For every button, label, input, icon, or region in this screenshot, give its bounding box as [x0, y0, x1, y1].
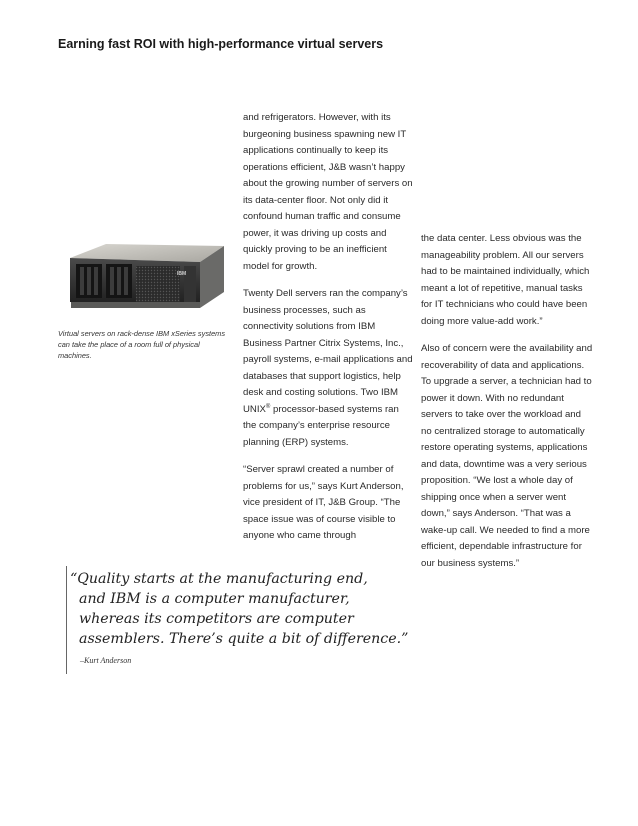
- paragraph: [243, 286, 413, 451]
- pullquote-author: –Kurt Anderson: [80, 656, 132, 665]
- column-right: [421, 231, 593, 572]
- page-title: Earning fast ROI with high-performance virtual servers: [58, 37, 384, 51]
- pullquote-line: whereas its competitors are computer: [79, 611, 354, 627]
- figure-caption: Virtual servers on rack-dense IBM xSeries systems can take the place of a room full of physical machines.: [58, 329, 226, 360]
- pullquote-line: assemblers. There’s quite a bit of difference.”: [79, 631, 409, 647]
- pullquote-rule: [66, 566, 67, 674]
- ibm-logo: IBM: [177, 271, 187, 277]
- registered-mark: ®: [265, 403, 271, 410]
- pullquote-line: and IBM is a computer manufacturer,: [79, 591, 350, 607]
- paragraph-text: Twenty Dell servers ran the company’s business processes, such as connectivity solutions from IBM Business Partner Citrix Systems, Inc., payroll systems, e-mail applications and databases that support logistics, help desk and costing solutions. Two IBM UNIX: [243, 288, 413, 415]
- paragraph-text: processor-based systems ran the company’s enterprise resource planning (ERP) systems.: [243, 403, 399, 448]
- pullquote: [70, 569, 409, 649]
- server-image: [66, 242, 224, 322]
- column-middle: [243, 110, 413, 545]
- paragraph: and refrigerators. However, with its burgeoning business spawning new IT applications continually to keep its operations efficient, J&B wasn’t happy about the growing number of servers on its data-center floor. Not only did it confound human traffic and consume power, it was driving up costs and quickly proving to be an inefficient model for growth.: [243, 112, 413, 272]
- paragraph: Also of concern were the availability and recoverability of data and applications. To upgrade a server, a technician had to power it down. With no redundant servers to take over the workload and no centralized storage to automatically restore operating systems, applications and data, downtime was a very serious proposition. “We lost a whole day of shipping once when a server went down,” says Anderson. “That was a wake-up call. We needed to find a more efficient, dependable infrastructure for our business systems.”: [421, 343, 593, 569]
- paragraph: “Server sprawl created a number of problems for us,” says Kurt Anderson, vice president of IT, J&B Group. “The space issue was of course visible to anyone who came through: [243, 464, 404, 541]
- paragraph: the data center. Less obvious was the manageability problem. All our servers had to be maintained individually, which meant a lot of repetitive, manual tasks for IT technicians who could have been doing more value-add work.”: [421, 233, 590, 327]
- pullquote-line: “Quality starts at the manufacturing end,: [70, 571, 368, 587]
